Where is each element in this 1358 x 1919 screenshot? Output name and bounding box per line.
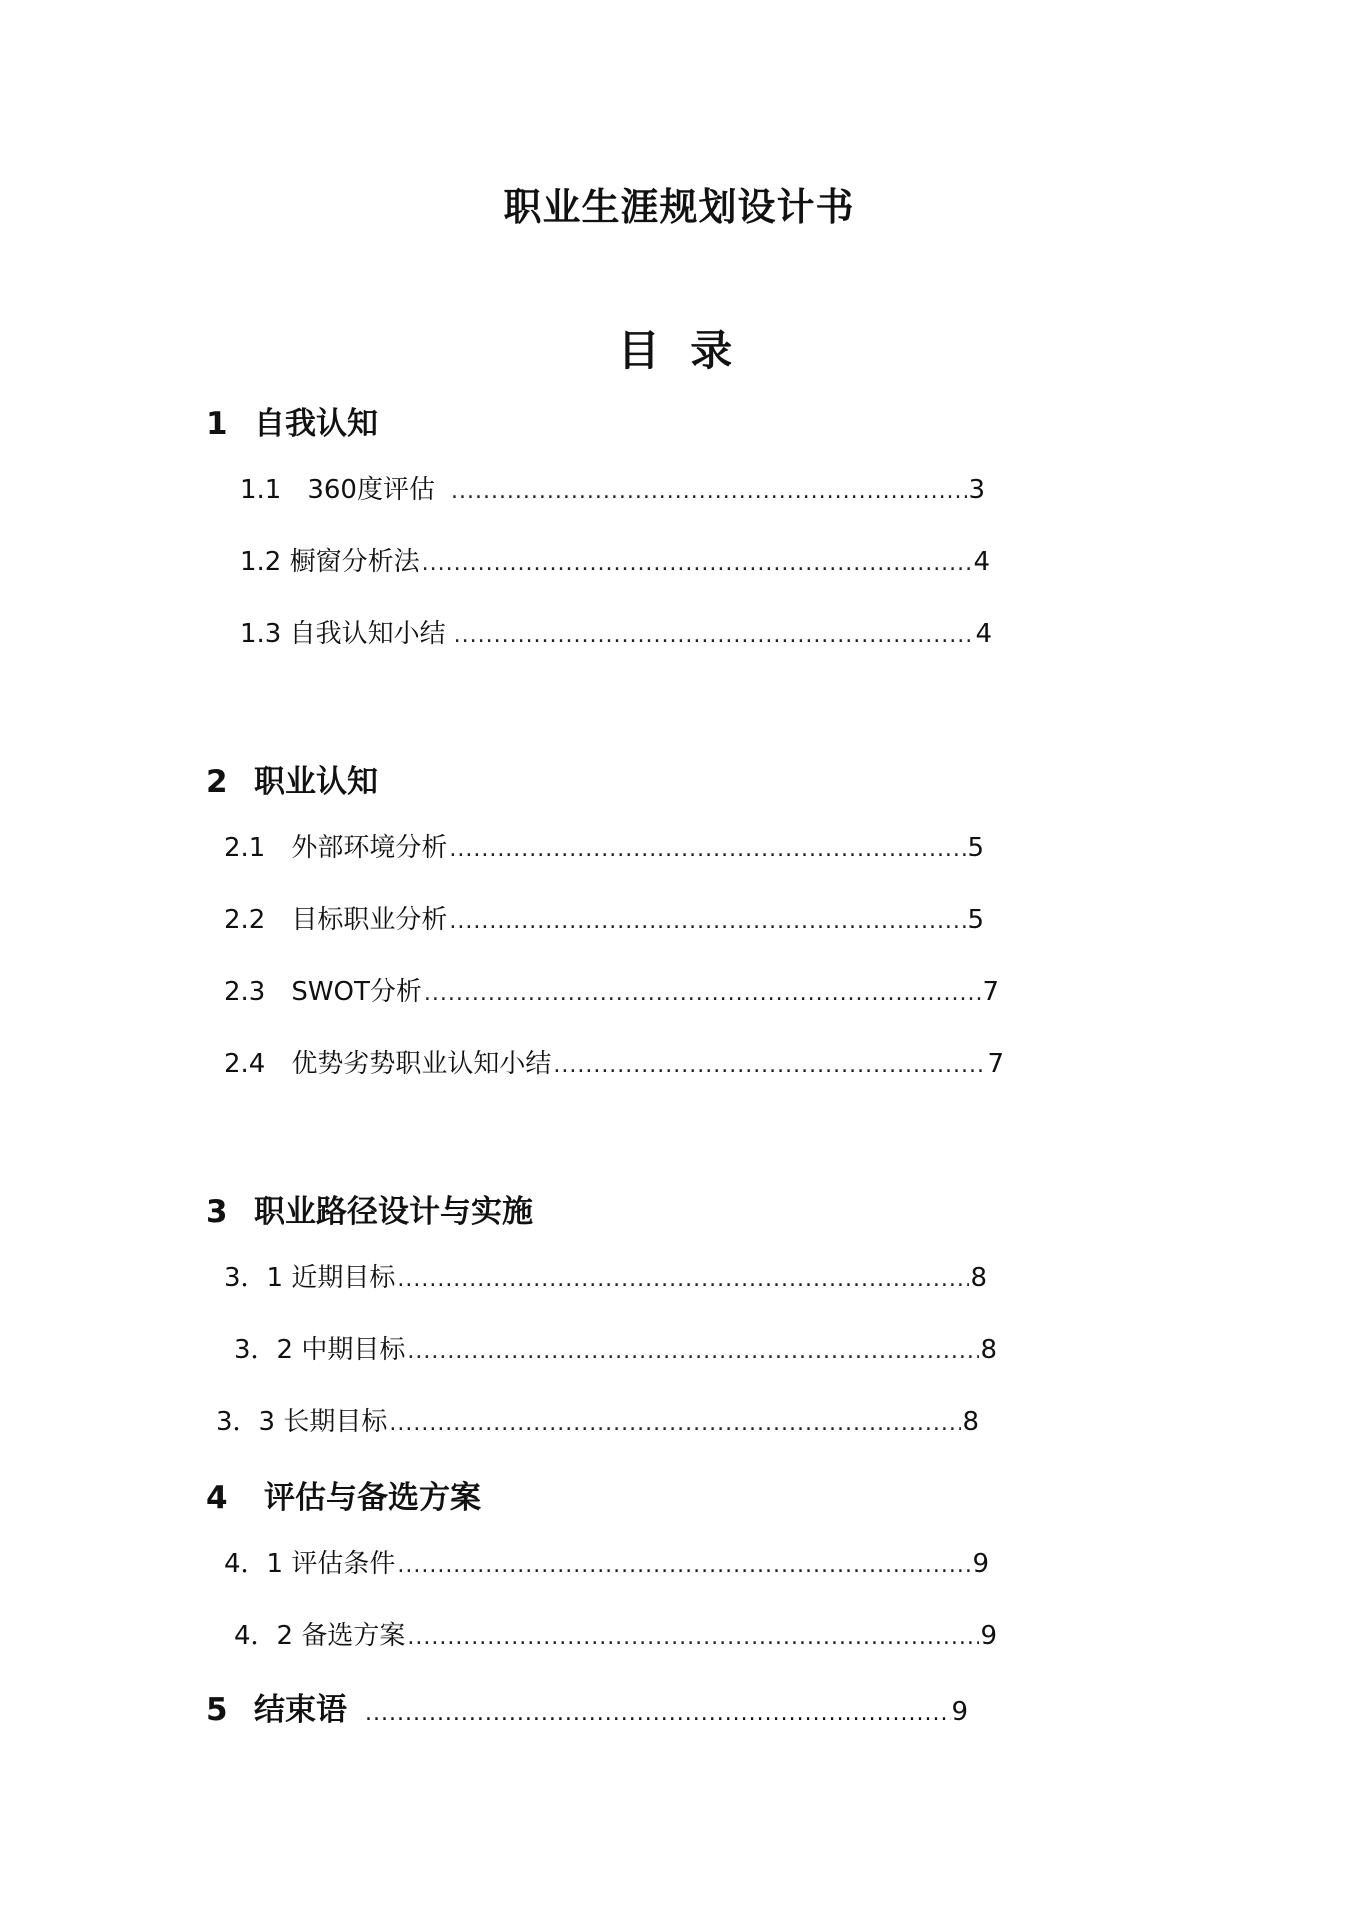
section-number: 2 bbox=[206, 764, 228, 800]
toc-section-2-heading[interactable] bbox=[206, 756, 378, 801]
section-number: 1 bbox=[206, 406, 228, 442]
toc-entry-1-3[interactable] bbox=[240, 614, 992, 654]
toc-entry-label: 2.4 优势劣势职业认知小结 bbox=[224, 1049, 552, 1079]
toc-entry-label: 4．1 评估条件 bbox=[224, 1549, 396, 1579]
toc-entry-4-1[interactable] bbox=[224, 1544, 989, 1584]
toc-entry-label: 2.3 SWOT分析 bbox=[224, 977, 422, 1007]
toc-leader bbox=[389, 1404, 961, 1444]
section-title: 职业路径设计与实施 bbox=[254, 1194, 533, 1230]
toc-entry-page: 7 bbox=[987, 1049, 1004, 1079]
toc-entry-1-2[interactable] bbox=[240, 542, 990, 582]
toc-entry-2-1[interactable] bbox=[224, 828, 984, 868]
toc-leader bbox=[397, 1546, 971, 1586]
toc-entry-label: 2.2 目标职业分析 bbox=[224, 905, 448, 935]
toc-leader bbox=[407, 1618, 979, 1658]
toc-section-1-heading[interactable] bbox=[206, 398, 378, 443]
toc-entry-label: 3．1 近期目标 bbox=[224, 1263, 396, 1293]
toc-section-4-heading[interactable] bbox=[206, 1472, 481, 1517]
toc-entry-2-3[interactable] bbox=[224, 972, 999, 1012]
toc-entry-page: 8 bbox=[980, 1335, 997, 1365]
toc-entry-page: 5 bbox=[967, 905, 984, 935]
toc-leader bbox=[397, 1260, 969, 1300]
toc-entry-3-1[interactable] bbox=[224, 1258, 987, 1298]
section-number: 5 bbox=[206, 1692, 228, 1728]
section-title: 职业认知 bbox=[254, 764, 378, 800]
toc-entry-page: 9 bbox=[972, 1549, 989, 1579]
toc-entry-2-4[interactable] bbox=[224, 1044, 1004, 1084]
toc-leader bbox=[454, 616, 975, 656]
toc-entry-page: 3 bbox=[968, 475, 985, 505]
toc-entry-label: 4．2 备选方案 bbox=[234, 1621, 406, 1651]
toc-entry-label: 3．3 长期目标 bbox=[216, 1407, 388, 1437]
toc-leader bbox=[407, 1332, 979, 1372]
toc-leader bbox=[449, 830, 966, 870]
toc-entry-page: 9 bbox=[980, 1621, 997, 1651]
toc-entry-label: 2.1 外部环境分析 bbox=[224, 833, 448, 863]
toc-heading: 目 录 bbox=[617, 326, 741, 375]
section-title: 自我认知 bbox=[254, 406, 378, 442]
section-title: 结束语 bbox=[254, 1692, 347, 1728]
toc-entry-label: 1.2 橱窗分析法 bbox=[240, 547, 420, 577]
toc-leader bbox=[553, 1046, 986, 1086]
section-label bbox=[206, 1688, 347, 1732]
toc-entry-label: 1.1 360度评估 bbox=[240, 475, 435, 505]
toc-entry-page: 7 bbox=[982, 977, 999, 1007]
toc-entry-4-2[interactable] bbox=[234, 1616, 997, 1656]
toc-entry-page: 8 bbox=[962, 1407, 979, 1437]
toc-entry-page: 8 bbox=[970, 1263, 987, 1293]
toc-leader bbox=[422, 544, 973, 584]
section-title: 评估与备选方案 bbox=[264, 1480, 481, 1516]
toc-section-3-heading[interactable] bbox=[206, 1186, 533, 1231]
toc-entry-2-2[interactable] bbox=[224, 900, 984, 940]
toc-leader bbox=[424, 974, 982, 1014]
document-title: 职业生涯规划设计书 bbox=[503, 185, 855, 229]
toc-entry-1-1[interactable] bbox=[240, 470, 985, 510]
toc-entry-page: 4 bbox=[973, 547, 990, 577]
toc-entry-page: 9 bbox=[951, 1697, 968, 1727]
section-number: 3 bbox=[206, 1194, 228, 1230]
toc-leader bbox=[451, 472, 967, 512]
section-number: 4 bbox=[206, 1480, 228, 1516]
toc-leader bbox=[365, 1692, 951, 1736]
toc-entry-page: 5 bbox=[967, 833, 984, 863]
toc-entry-label: 1.3 自我认知小结 bbox=[240, 619, 446, 649]
toc-entry-3-3[interactable] bbox=[216, 1402, 979, 1442]
toc-entry-3-2[interactable] bbox=[234, 1330, 997, 1370]
toc-leader bbox=[449, 902, 966, 942]
toc-section-5-heading[interactable] bbox=[206, 1688, 968, 1732]
toc-entry-label: 3．2 中期目标 bbox=[234, 1335, 406, 1365]
toc-entry-page: 4 bbox=[975, 619, 992, 649]
